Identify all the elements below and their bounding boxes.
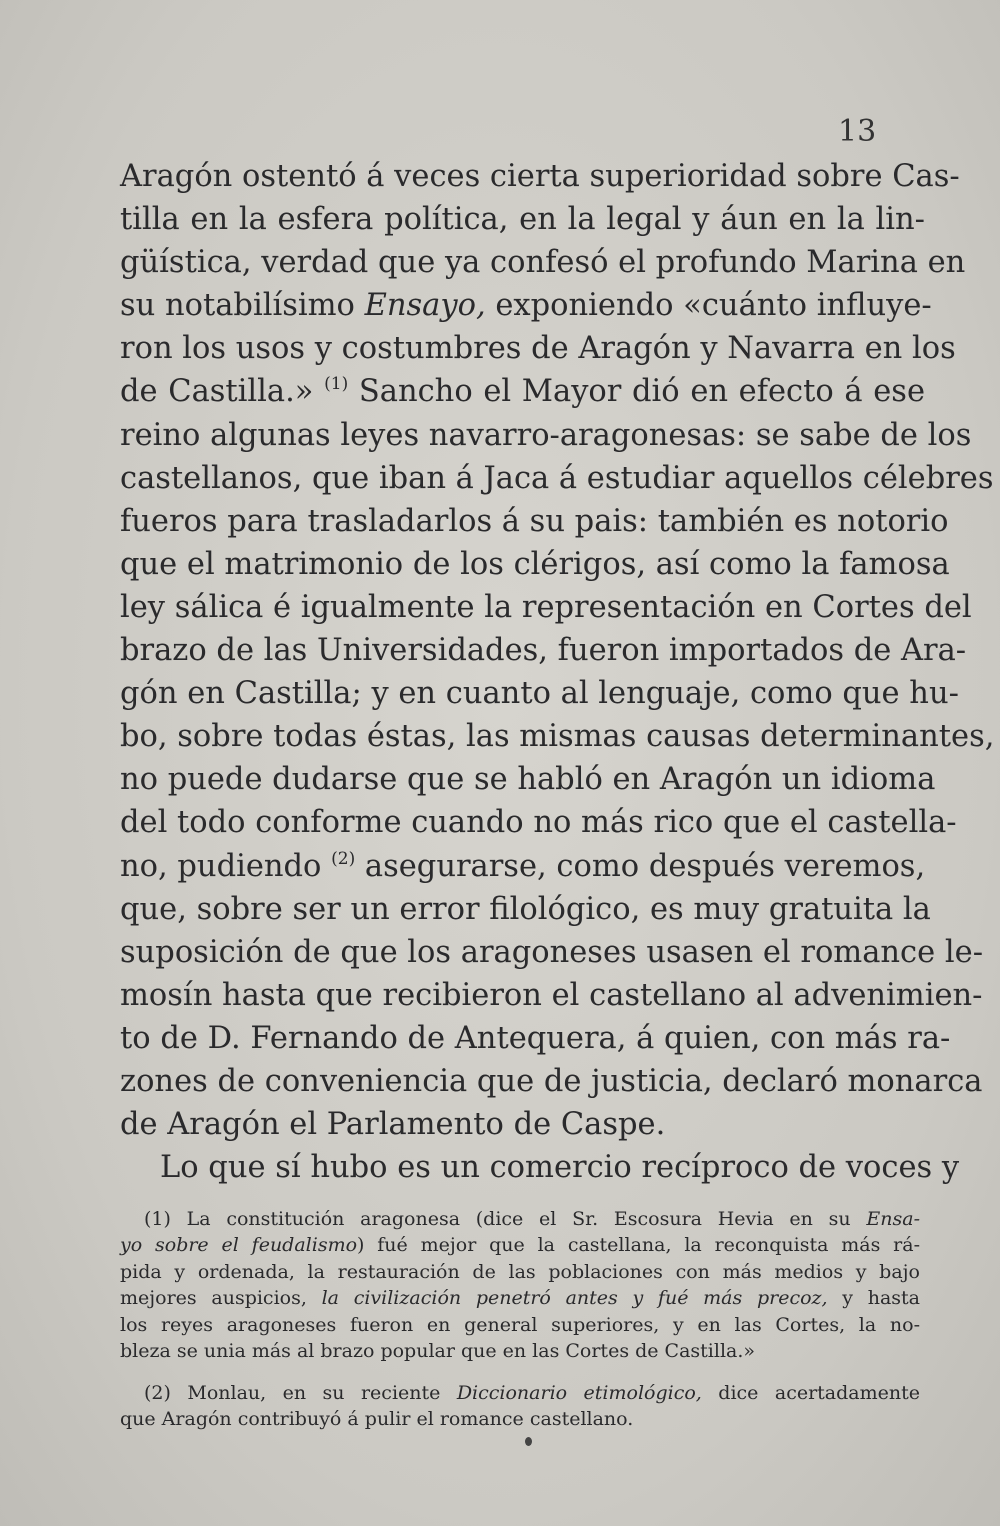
text-line: suposición de que los aragoneses usasen el romance le- [120,934,983,970]
text-line: gón en Castilla; y en cuanto al lenguaje, como que hu- [120,676,959,712]
ink-mark [525,1437,532,1446]
text-line: bo, sobre todas éstas, las mismas causas determinantes, [120,719,995,755]
footnote-line: yo sobre el feudalismo) fué mejor que la castellana, la reconquista más rá- [120,1234,920,1257]
footnote-line: bleza se unia más al brazo popular que en las Cortes de Castilla.» [120,1339,756,1362]
footnote-line: mejores auspicios, la civilización penetró antes y fué más precoz, y hasta [120,1287,921,1310]
text-line: fueros para trasladarlos á su pais: también es notorio [120,503,949,539]
page-number: 13 [838,114,877,149]
footnote-line: que Aragón contribuyó á pulir el romance castellano. [120,1408,634,1431]
footnote-1 [120,1206,920,1364]
text-line: del todo conforme cuando no más rico que el castella- [120,805,957,841]
footnote-line: los reyes aragoneses fueron en general superiores, y en las Cortes, la no- [120,1313,920,1336]
text-line: castellanos, que iban á Jaca á estudiar aquellos célebres [120,460,994,496]
text-line: to de D. Fernando de Antequera, á quien, con más ra- [120,1020,951,1056]
text-line: ron los usos y costumbres de Aragón y Navarra en los [120,331,956,367]
footnote-ref-1: (1) [324,374,349,395]
text-line: brazo de las Universidades, fueron importados de Ara- [120,633,967,669]
text-line: que, sobre ser un error filológico, es muy gratuita la [120,891,931,927]
text-line: tilla en la esfera política, en la legal y áun en la lin- [120,202,925,238]
text-line: no puede dudarse que se habló en Aragón un idioma [120,762,936,798]
text-line: mosín hasta que recibieron el castellano al advenimien- [120,977,983,1013]
text-line: que el matrimonio de los clérigos, así como la famosa [120,546,950,582]
text-line: su notabilísimo Ensayo, exponiendo «cuánto influye- [120,288,932,324]
book-title-ensayo: Ensayo, [364,288,486,324]
text-line: Aragón ostentó á veces cierta superioridad sobre Cas- [120,159,960,194]
text-line: no, pudiendo $^{(2)}$ asegurarse, como después veremos, [120,848,926,884]
footnote-line: (2) Monlau, en su reciente Diccionario etimológico, dice acertadamente [144,1382,920,1404]
footnote-ref-2: (2) [331,848,356,869]
footnote-line: pida y ordenada, la restauración de las poblaciones con más medios y bajo [120,1260,920,1283]
text-line: ley sálica é igualmente la representación en Cortes del [120,589,972,625]
text-line: zones de conveniencia que de justicia, declaró monarca [120,1063,983,1099]
footnote-line: (1) La constitución aragonesa (dice el Sr. Escosura Hevia en su Ensa- [144,1208,920,1230]
paragraph2-first-line: Lo que sí hubo es un comercio recíproco de voces y [160,1150,960,1186]
text-line: de Aragón el Parlamento de Caspe. [120,1107,666,1143]
text-line: güística, verdad que ya confesó el profundo Marina en [120,245,966,281]
footnote-2 [120,1380,920,1433]
text-line: de Castilla.» $^{(1)}$ Sancho el Mayor dió en efecto á ese [120,374,926,410]
text-line: reino algunas leyes navarro-aragonesas: se sabe de los [120,417,972,453]
main-text [120,155,995,1189]
